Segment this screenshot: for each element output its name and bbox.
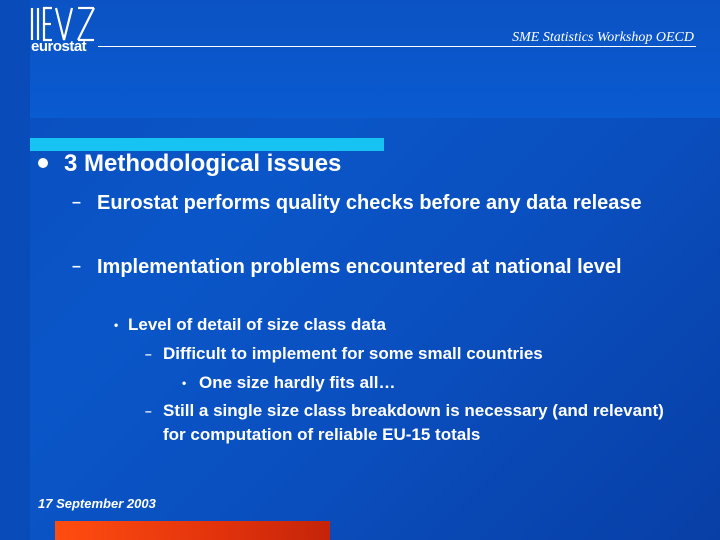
bullet-text: Difficult to implement for some small countries [163, 344, 543, 363]
header-band [0, 0, 720, 118]
bullet-text: One size hardly fits all… [199, 373, 396, 392]
header-rule [98, 46, 696, 47]
dash-marker: – [72, 258, 81, 275]
footer-date: 17 September 2003 [38, 496, 156, 511]
dash-marker: – [72, 194, 81, 211]
red-accent-bar [55, 521, 330, 540]
dot-marker: • [114, 318, 119, 332]
left-band [0, 0, 30, 540]
logo-wordmark: eurostat [31, 38, 87, 55]
dot-marker: • [182, 376, 187, 390]
dash-marker: – [145, 347, 152, 361]
round-bullet-icon [38, 158, 48, 168]
header-title: SME Statistics Workshop OECD [512, 30, 694, 45]
bullet-text: Still a single size class breakdown is necessary (and relevant) for computation of reliable EU-15 totals [163, 401, 664, 444]
slide-heading-text: 3 Methodological issues [64, 150, 342, 177]
dash-marker: – [145, 404, 152, 418]
bullet-text: Implementation problems encountered at national level [97, 256, 622, 278]
bullet-text: Eurostat performs quality checks before any data release [97, 192, 642, 214]
bullet-text: Level of detail of size class data [128, 315, 386, 334]
